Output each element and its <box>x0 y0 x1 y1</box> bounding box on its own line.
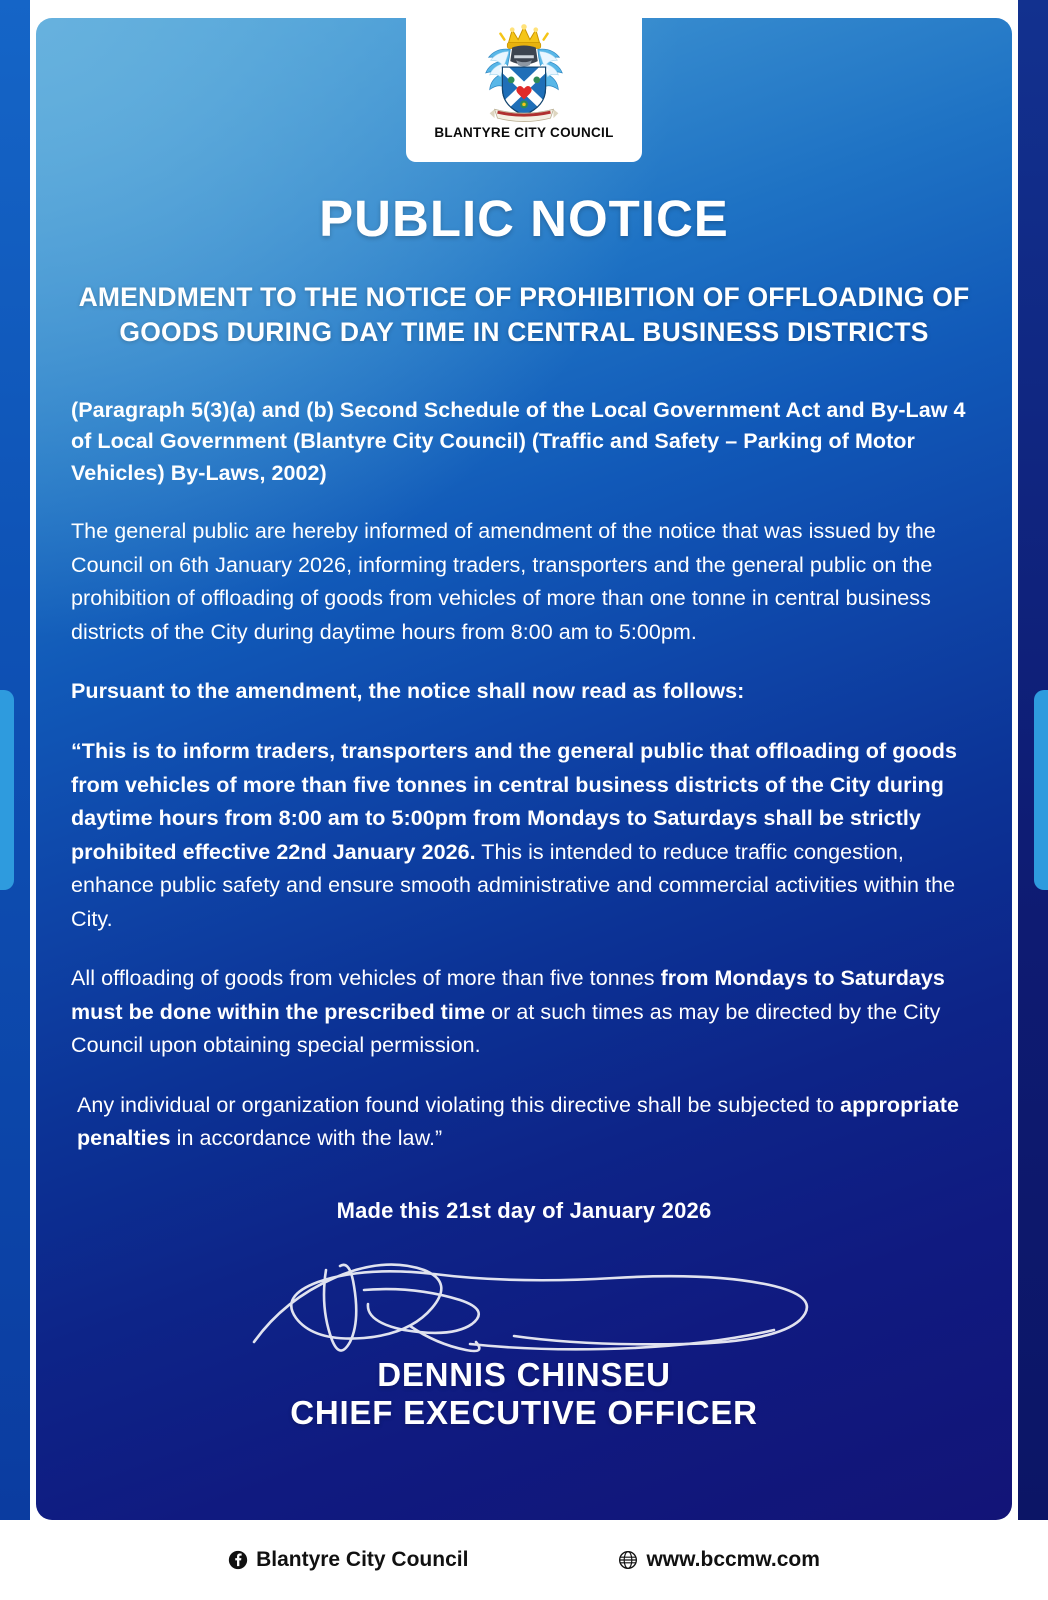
signoff-role: CHIEF EXECUTIVE OFFICER <box>290 1393 758 1431</box>
notice-content <box>36 170 1012 1432</box>
page-title: PUBLIC NOTICE <box>319 190 729 247</box>
carousel-prev-card-edge[interactable] <box>0 690 14 890</box>
made-on-date: Made this 21st day of January 2026 <box>336 1197 712 1223</box>
facebook-icon <box>228 1550 248 1570</box>
signature-area <box>71 1230 977 1360</box>
quote-regular-segment: This is intended to reduce traffic congestion, enhance public safety and ensure smooth administrative and commercial activities within the City. <box>71 839 956 931</box>
notice-paragraph-3 <box>71 962 977 1063</box>
signoff-block <box>71 1356 977 1432</box>
paragraph-4-tail: in accordance with the law.” <box>170 1126 443 1151</box>
council-logo-plate <box>406 18 642 162</box>
footer-website-label: www.bccmw.com <box>646 1548 820 1571</box>
council-logo-caption: BLANTYRE CITY COUNCIL <box>434 125 614 140</box>
quote-bold-segment: “This is to inform traders, transporters and the general public that offloading of goods from vehicles of more than five tonnes in central business districts of the City during daytime hours from 8:00 am to 5:00pm from Mondays to Saturdays shall be strictly prohibited effective 22nd January 2026. <box>71 738 957 864</box>
notice-card <box>36 18 1012 1520</box>
notice-paragraph-1: The general public are hereby informed of amendment of the notice that was issued by the Council on 6th January 2026, informing traders, transporters and the general public on the prohibition of offloading of goods from vehicles of more than one tonne in central business districts of the City during daytime hours from 8:00 am to 5:00pm. <box>71 519 936 644</box>
notice-amended-quote <box>71 735 977 936</box>
footer-facebook-label: Blantyre City Council <box>256 1548 469 1571</box>
handwritten-signature-icon <box>214 1230 834 1360</box>
paragraph-4-emphasis: appropriate penalties <box>77 1092 959 1151</box>
legal-citation: (Paragraph 5(3)(a) and (b) Second Schedule of the Local Government Act and By-Law 4 of Local Government (Blantyre City Council) (Traffic and Safety – Parking of Motor Vehicles) By-Laws, 2002) <box>71 397 966 485</box>
paragraph-3-tail: or at such times as may be directed by the City Council upon obtaining special permission. <box>71 999 941 1058</box>
paragraph-4-lead: Any individual or organization found violating this directive shall be subjected to <box>77 1092 841 1117</box>
footer-facebook[interactable] <box>228 1548 468 1572</box>
notice-subtitle: AMENDMENT TO THE NOTICE OF PROHIBITION OF OFFLOADING OF GOODS DURING DAY TIME IN CENTRAL BUSINESS DISTRICTS <box>78 281 970 348</box>
paragraph-3-lead: All offloading of goods from vehicles of more than five tonnes <box>71 966 661 991</box>
notice-paragraph-4 <box>71 1089 977 1156</box>
footer-bar <box>0 1520 1048 1600</box>
footer-website[interactable] <box>618 1548 820 1572</box>
notice-body <box>62 395 986 1432</box>
globe-icon <box>618 1550 638 1570</box>
carousel-next-card-edge[interactable] <box>1034 690 1048 890</box>
signoff-name: DENNIS CHINSEU <box>377 1355 671 1393</box>
notice-paragraph-2: Pursuant to the amendment, the notice shall now read as follows: <box>71 679 745 704</box>
coat-of-arms-icon <box>465 18 583 124</box>
paragraph-3-emphasis: from Mondays to Saturdays must be done within the prescribed time <box>71 966 945 1024</box>
